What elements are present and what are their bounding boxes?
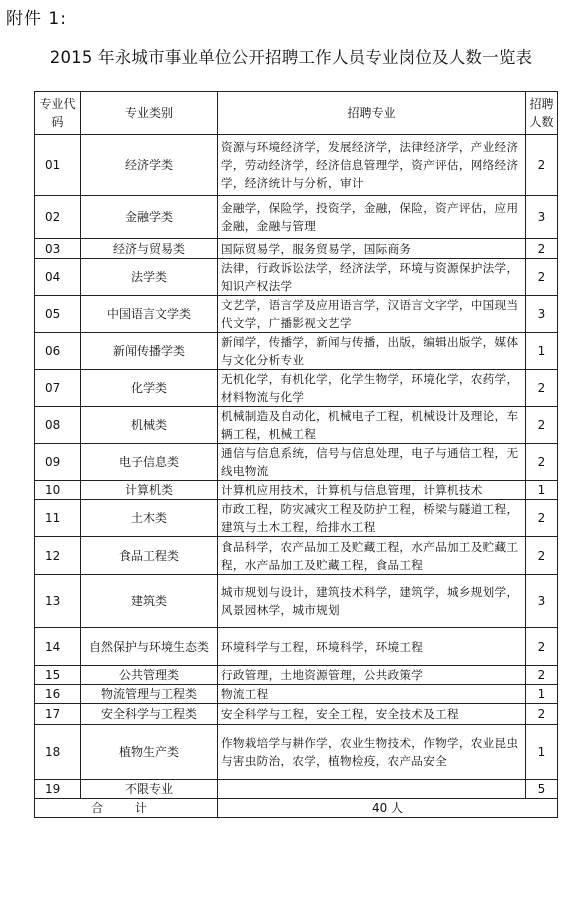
table-row [35,407,558,444]
row-count: 1 [526,725,558,780]
table-row [35,575,558,628]
row-majors: 行政管理，土地资源管理，公共政策学 [218,666,526,685]
row-majors: 计算机应用技术，计算机与信息管理，计算机技术 [218,481,526,500]
row-majors: 无机化学，有机化学，化学生物学，环境化学，农药学，材料物流与化学 [218,370,526,407]
row-majors: 文艺学，语言学及应用语言学，汉语言文字学，中国现当代文学，广播影视文艺学 [218,296,526,333]
table-row [35,704,558,725]
table-row [35,259,558,296]
row-majors: 资源与环境经济学，发展经济学，法律经济学，产业经济学，劳动经济学，经济信息管理学，资产评估，网络经济学，经济统计与分析，审计 [218,135,526,196]
row-category: 土木类 [81,500,218,537]
positions-table [34,91,558,818]
row-category: 化学类 [81,370,218,407]
row-majors: 物流工程 [218,685,526,704]
row-count: 3 [526,575,558,628]
header-code: 专业代码 [35,92,81,135]
table-row [35,685,558,704]
row-code: 05 [35,296,81,333]
row-majors: 金融学，保险学，投资学，金融，保险，资产评估，应用金融，金融与管理 [218,196,526,239]
table-row [35,725,558,780]
row-count: 2 [526,407,558,444]
attachment-label: 附件 1: [6,9,67,29]
row-count: 3 [526,296,558,333]
row-category: 机械类 [81,407,218,444]
row-code: 01 [35,135,81,196]
header-category: 专业类别 [81,92,218,135]
table-row [35,780,558,799]
row-majors: 作物栽培学与耕作学，农业生物技术，作物学，农业昆虫与害虫防治，农学，植物检疫，农产品安全 [218,725,526,780]
row-code: 15 [35,666,81,685]
row-majors: 法律，行政诉讼法学，经济法学，环境与资源保护法学，知识产权法学 [218,259,526,296]
row-category: 经济与贸易类 [81,239,218,259]
row-count: 2 [526,239,558,259]
total-row [35,799,558,818]
row-majors: 通信与信息系统，信号与信息处理，电子与通信工程，无线电物流 [218,444,526,481]
table-row [35,196,558,239]
row-code: 13 [35,575,81,628]
row-count: 2 [526,500,558,537]
table-row [35,370,558,407]
row-code: 10 [35,481,81,500]
row-category: 新闻传播学类 [81,333,218,370]
table-row [35,537,558,575]
table-row [35,296,558,333]
row-category: 经济学类 [81,135,218,196]
row-code: 17 [35,704,81,725]
table-row [35,444,558,481]
row-category: 金融学类 [81,196,218,239]
row-category: 建筑类 [81,575,218,628]
row-majors: 城市规划与设计，建筑技术科学，建筑学，城乡规划学，风景园林学，城市规划 [218,575,526,628]
row-category: 中国语言文学类 [81,296,218,333]
row-majors [218,780,526,799]
row-category: 不限专业 [81,780,218,799]
row-category: 自然保护与环境生态类 [81,628,218,666]
row-category: 物流管理与工程类 [81,685,218,704]
header-count: 招聘人数 [526,92,558,135]
row-code: 19 [35,780,81,799]
row-code: 09 [35,444,81,481]
table-row [35,481,558,500]
row-category: 计算机类 [81,481,218,500]
table-row [35,135,558,196]
row-code: 02 [35,196,81,239]
row-count: 2 [526,704,558,725]
row-code: 14 [35,628,81,666]
table-row [35,666,558,685]
row-code: 04 [35,259,81,296]
row-count: 5 [526,780,558,799]
row-count: 1 [526,685,558,704]
table-row [35,500,558,537]
row-category: 安全科学与工程类 [81,704,218,725]
row-category: 植物生产类 [81,725,218,780]
document-title: 2015 年永城市事业单位公开招聘工作人员专业岗位及人数一览表 [49,48,533,67]
row-category: 电子信息类 [81,444,218,481]
row-code: 18 [35,725,81,780]
row-code: 06 [35,333,81,370]
row-category: 食品工程类 [81,537,218,575]
table-row [35,333,558,370]
row-count: 2 [526,666,558,685]
row-code: 12 [35,537,81,575]
row-majors: 国际贸易学，服务贸易学，国际商务 [218,239,526,259]
row-majors: 市政工程，防灾减灾工程及防护工程，桥梁与隧道工程，建筑与土木工程，给排水工程 [218,500,526,537]
row-count: 1 [526,333,558,370]
row-count: 3 [526,196,558,239]
header-majors: 招聘专业 [218,92,526,135]
row-majors: 新闻学，传播学，新闻与传播，出版，编辑出版学，媒体与文化分析专业 [218,333,526,370]
table-body [35,135,558,799]
row-count: 2 [526,259,558,296]
row-majors: 环境科学与工程，环境科学，环境工程 [218,628,526,666]
row-code: 07 [35,370,81,407]
row-category: 法学类 [81,259,218,296]
row-count: 2 [526,444,558,481]
table-row [35,628,558,666]
row-code: 11 [35,500,81,537]
row-count: 1 [526,481,558,500]
row-code: 16 [35,685,81,704]
row-category: 公共管理类 [81,666,218,685]
row-majors: 食品科学，农产品加工及贮藏工程，水产品加工及贮藏工程，水产品加工及贮藏工程，食品工程 [218,537,526,575]
total-label: 合 计 [35,799,218,818]
row-code: 08 [35,407,81,444]
header-row [35,92,558,135]
table-row [35,239,558,259]
row-count: 2 [526,628,558,666]
row-count: 2 [526,537,558,575]
total-value: 40 人 [218,799,558,818]
row-majors: 机械制造及自动化，机械电子工程，机械设计及理论，车辆工程，机械工程 [218,407,526,444]
row-count: 2 [526,135,558,196]
row-count: 2 [526,370,558,407]
row-code: 03 [35,239,81,259]
row-majors: 安全科学与工程，安全工程，安全技术及工程 [218,704,526,725]
